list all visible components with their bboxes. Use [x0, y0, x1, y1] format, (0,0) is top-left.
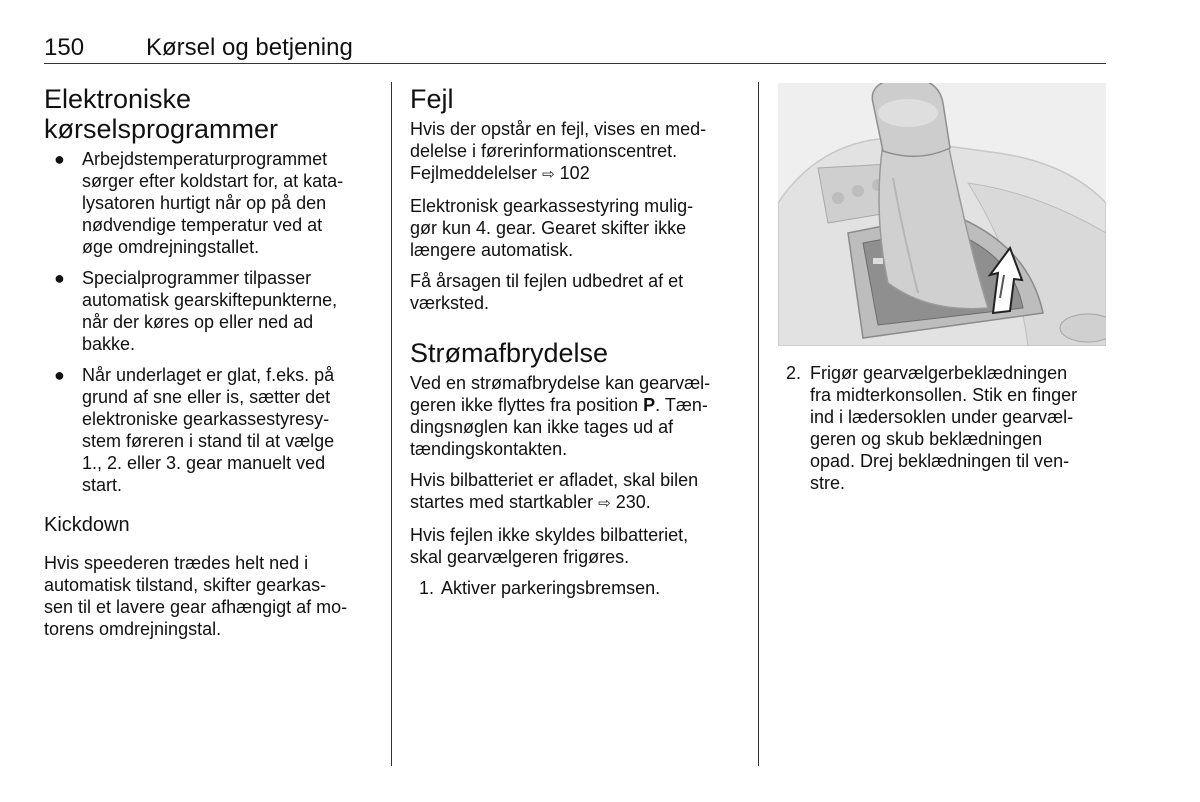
page-reference-link[interactable]: 102	[559, 163, 590, 183]
bullet-icon: ●	[54, 365, 65, 385]
fault-paragraph-2: Elektronisk gearkassestyring mulig- gør kun 4. gear. Gearet skifter ikke længere automatisk.	[410, 196, 694, 260]
bullet-item: ● Specialprogrammer tilpasser automatisk gearskiftepunkterne, når der køres op eller ned ad bakke.	[54, 268, 338, 354]
page-reference-arrow-icon: ⇨	[598, 495, 611, 512]
page-number: 150	[44, 34, 85, 61]
step-list	[410, 577, 750, 599]
fault-paragraph-1: Hvis der opstår en fejl, vises en med- delelse i førerinformationscentret. Fejlmeddelelser ⇨ 102	[410, 119, 707, 183]
power-paragraph-1: Ved en strømafbrydelse kan gearvæl- geren ikke flyttes fra position P. Tæn- dingsnøglen kan ikke tages ud af tændingskontakten.	[410, 373, 711, 459]
bullet-icon: ●	[54, 268, 65, 288]
section-title: Kørsel og betjening	[146, 34, 353, 61]
bullet-item: ● Arbejdstemperaturprogrammet sørger efter koldstart for, at kata- lysatoren hurtigt når op på den nødvendige temperatur ved at øge omdrejningstallet.	[54, 149, 344, 257]
right-column	[784, 362, 1104, 494]
page-header	[44, 32, 1106, 64]
page-reference-arrow-icon: ⇨	[542, 166, 555, 183]
step-number: 1.	[419, 578, 435, 598]
page-reference-link[interactable]: 230.	[615, 492, 651, 512]
bullet-icon: ●	[54, 149, 65, 169]
middle-column	[410, 84, 750, 599]
kickdown-paragraph: Hvis speederen trædes helt ned i automatisk tilstand, skifter gearkas- sen til et lavere gear afhængigt af mo- torens omdrejningstal.	[44, 553, 348, 639]
heading-kickdown: Kickdown	[44, 514, 130, 536]
header-rule	[44, 63, 1106, 64]
bullet-list	[44, 148, 380, 496]
step-item-2: 2. Frigør gearvælgerbeklædningen fra midterkonsollen. Stik en finger ind i lædersoklen under gearvæl- geren og skub beklædningen opad. Drej beklædningen til ven- stre.	[786, 363, 1078, 493]
gear-position-p: P	[643, 395, 656, 415]
heading-fault: Fejl	[410, 84, 454, 114]
step-list	[784, 362, 1104, 494]
heading-electronic-programs: Elektroniske kørselsprogrammer	[44, 84, 279, 144]
column-divider-left	[391, 82, 392, 766]
power-paragraph-2: Hvis bilbatteriet er afladet, skal bilen startes med startkabler ⇨ 230.	[410, 470, 699, 512]
power-paragraph-3: Hvis fejlen ikke skyldes bilbatteriet, skal gearvælgeren frigøres.	[410, 525, 689, 567]
left-column	[44, 84, 380, 649]
bullet-item: ● Når underlaget er glat, f.eks. på grund af sne eller is, sætter det elektroniske gearkassestyresy- stem føreren i stand til at vælge 1., 2. eller 3. gear manuelt ved start.	[54, 365, 335, 495]
step-number: 2.	[786, 363, 802, 383]
fault-paragraph-3: Få årsagen til fejlen udbedret af et værksted.	[410, 271, 684, 313]
step-item-1: 1. Aktiver parkeringsbremsen.	[419, 578, 661, 598]
gear-selector-illustration	[778, 83, 1106, 346]
column-divider-right	[758, 82, 759, 766]
heading-power-failure: Strømafbrydelse	[410, 338, 609, 368]
